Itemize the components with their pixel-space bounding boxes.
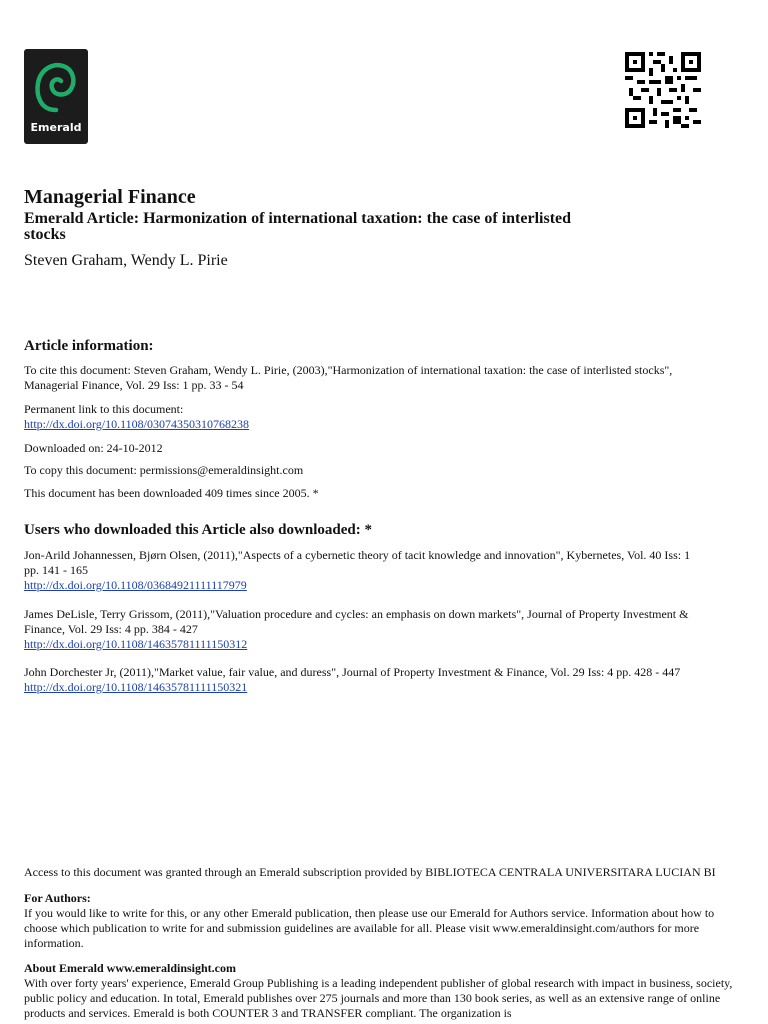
list-item [24, 548, 704, 593]
related-citation: John Dorchester Jr, (2011),"Market value, fair value, and duress", Journal of Property Investment & Finance, Vol. 29 Iss: 4 pp. 428 - 447 [24, 665, 681, 679]
copy-permissions: To copy this document: permissions@emeraldinsight.com [24, 463, 304, 477]
list-item [24, 607, 704, 652]
logo-wordmark: Emerald [30, 121, 82, 134]
list-item [24, 665, 704, 695]
permanent-link[interactable]: http://dx.doi.org/10.1108/03074350310768238 [24, 417, 250, 431]
for-authors-heading: For Authors: [24, 891, 91, 905]
downloaded-on: Downloaded on: 24-10-2012 [24, 441, 163, 455]
for-authors-text: If you would like to write for this, or any other Emerald publication, then please use our Emerald for Authors service. Information about how to choose which publication to write for and submission guidelines are available for all. Please visit www.emeraldinsight.com/authors for more information. [24, 906, 715, 950]
about-emerald-text: With over forty years' experience, Emerald Group Publishing is a leading independent publisher of global research with impact in business, society, public policy and education. In total, Emerald publishes over 275 journals and more than 130 book series, as well as an extensive range of online products and services. Emerald is both COUNTER 3 and TRANSFER compliant. The organization is [24, 976, 733, 1020]
for-authors-section [24, 891, 744, 951]
citation-text: To cite this document: Steven Graham, Wendy L. Pirie, (2003),"Harmonization of international taxation: the case of interlisted stocks", Managerial Finance, Vol. 29 Iss: 1 pp. 33 - 54 [24, 363, 673, 392]
journal-title: Managerial Finance [24, 186, 196, 208]
article-information-heading: Article information: [24, 338, 154, 354]
access-notice: Access to this document was granted through an Emerald subscription provided by BIBLIOTECA CENTRALA UNIVERSITARA LUCIAN BI [24, 865, 716, 879]
related-citation: James DeLisle, Terry Grissom, (2011),"Valuation procedure and cycles: an emphasis on down markets", Journal of Property Investment & Finance, Vol. 29 Iss: 4 pp. 384 - 427 [24, 607, 689, 636]
emerald-logo [24, 49, 88, 144]
emerald-swirl-icon [30, 57, 82, 119]
qr-code-icon [625, 52, 701, 128]
related-link[interactable]: http://dx.doi.org/10.1108/03684921111117979 [24, 578, 247, 592]
related-citation: Jon-Arild Johannessen, Bjørn Olsen, (2011),"Aspects of a cybernetic theory of tacit knowledge and innovation", Kybernetes, Vol. 40 Iss: 1 pp. 141 - 165 [24, 548, 691, 577]
about-emerald-section [24, 961, 744, 1021]
article-title: Emerald Article: Harmonization of international taxation: the case of interlisted stocks [24, 210, 572, 243]
related-link[interactable]: http://dx.doi.org/10.1108/14635781111150321 [24, 680, 248, 694]
article-authors: Steven Graham, Wendy L. Pirie [24, 252, 228, 269]
permanent-link-label: Permanent link to this document: [24, 402, 184, 416]
related-link[interactable]: http://dx.doi.org/10.1108/14635781111150312 [24, 637, 248, 651]
about-emerald-heading: About Emerald www.emeraldinsight.com [24, 961, 236, 975]
download-count: This document has been downloaded 409 times since 2005. * [24, 486, 319, 500]
also-downloaded-heading: Users who downloaded this Article also downloaded: * [24, 522, 372, 538]
